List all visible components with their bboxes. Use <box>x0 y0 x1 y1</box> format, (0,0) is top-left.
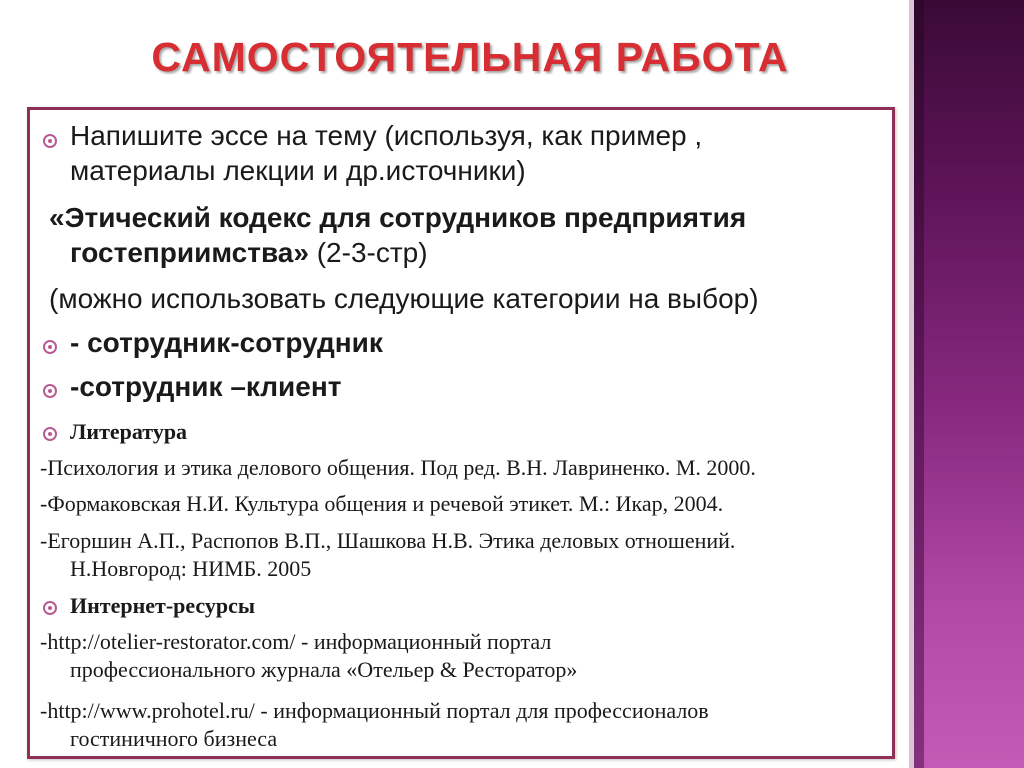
literature-item: -Егоршин А.П., Распопов В.П., Шашкова Н.В. Этика деловых отношений. <box>40 528 736 553</box>
task-line-1: Напишите эссе на тему (используя, как пример , <box>70 120 703 151</box>
internet-resource-continued: гостиничного бизнеса <box>70 726 278 751</box>
slide-title: САМОСТОЯТЕЛЬНАЯ РАБОТА <box>151 34 789 80</box>
content-frame <box>27 107 895 759</box>
circle-dot-icon <box>43 134 57 148</box>
circle-dot-icon <box>43 601 57 615</box>
essay-topic-bold: гостеприимства» <box>70 237 309 268</box>
category-item: -сотрудник –клиент <box>70 371 342 402</box>
category-item: - сотрудник-сотрудник <box>70 327 383 358</box>
literature-item: -Формаковская Н.И. Культура общения и речевой этикет. М.: Икар, 2004. <box>40 491 724 516</box>
task-line-2: материалы лекции и др.источники) <box>70 155 526 186</box>
internet-resource-continued: профессионального журнала «Отельер & Ресторатор» <box>70 657 578 682</box>
essay-topic-line-1: «Этический кодекс для сотрудников предприятия <box>49 202 747 233</box>
literature-item: -Психология и этика делового общения. Под ред. В.Н. Лавриненко. М. 2000. <box>40 455 756 480</box>
internet-resource: -http://www.prohotel.ru/ - информационный портал для профессионалов <box>40 698 709 723</box>
literature-item-continued: Н.Новгород: НИМБ. 2005 <box>70 556 312 581</box>
internet-resource: -http://otelier-restorator.com/ - информационный портал <box>40 629 552 654</box>
literature-heading: Литература <box>70 419 188 444</box>
side-band-shadow <box>914 0 924 768</box>
circle-dot-icon <box>43 340 57 354</box>
decorative-side-band <box>914 0 1024 768</box>
circle-dot-icon <box>43 384 57 398</box>
internet-heading: Интернет-ресурсы <box>70 593 256 618</box>
essay-topic-line-2 <box>70 237 892 269</box>
essay-page-count: (2-3-стр) <box>308 237 428 268</box>
categories-note: (можно использовать следующие категории на выбор) <box>49 283 759 314</box>
circle-dot-icon <box>43 427 57 441</box>
